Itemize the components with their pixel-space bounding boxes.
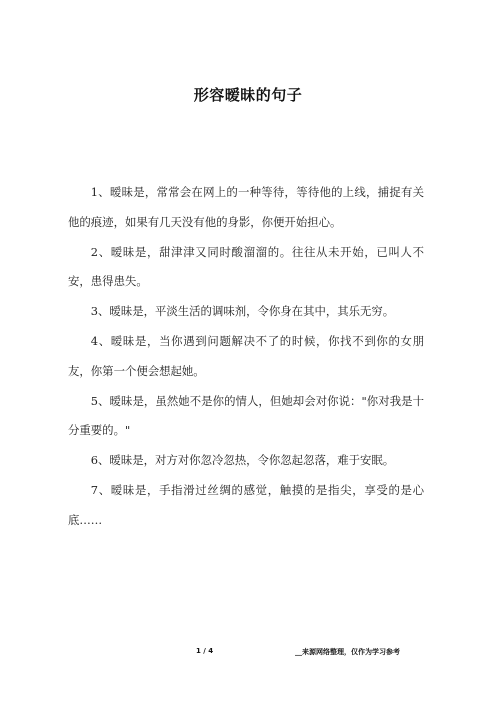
paragraph-4: 4、暧昧是，当你遇到问题解决不了的时候，你找不到你的女朋友，你第一个便会想起她。: [68, 333, 424, 378]
paragraph-7: 7、暧昧是，手指滑过丝绸的感觉，触摸的是指尖，享受的是心底……: [68, 482, 424, 527]
source-note: __来源网络整理，仅作为学习参考: [295, 648, 400, 656]
document-title: 形容暧昧的句子: [193, 86, 303, 104]
paragraph-2: 2、暧昧是，甜津津又同时酸溜溜的。往往从未开始，已叫人不安，患得患失。: [68, 244, 424, 289]
page-number: 1 / 4: [196, 647, 214, 655]
paragraph-1: 1、暧昧是，常常会在网上的一种等待，等待他的上线，捕捉有关他的痕迹，如果有几天没有他的身影，你便开始担心。: [68, 185, 424, 229]
page-footer: [0, 647, 496, 663]
paragraph-3: 3、暧昧是，平淡生活的调味剂，令你身在其中，其乐无穷。: [90, 304, 395, 319]
document-body: [68, 178, 424, 536]
paragraph-6: 6、暧昧是，对方对你忽冷忽热，令你忽起忽落，难于安眠。: [90, 453, 395, 468]
paragraph-5: 5、暧昧是，虽然她不是你的情人，但她却会对你说："你对我是十分重要的。": [68, 393, 424, 438]
